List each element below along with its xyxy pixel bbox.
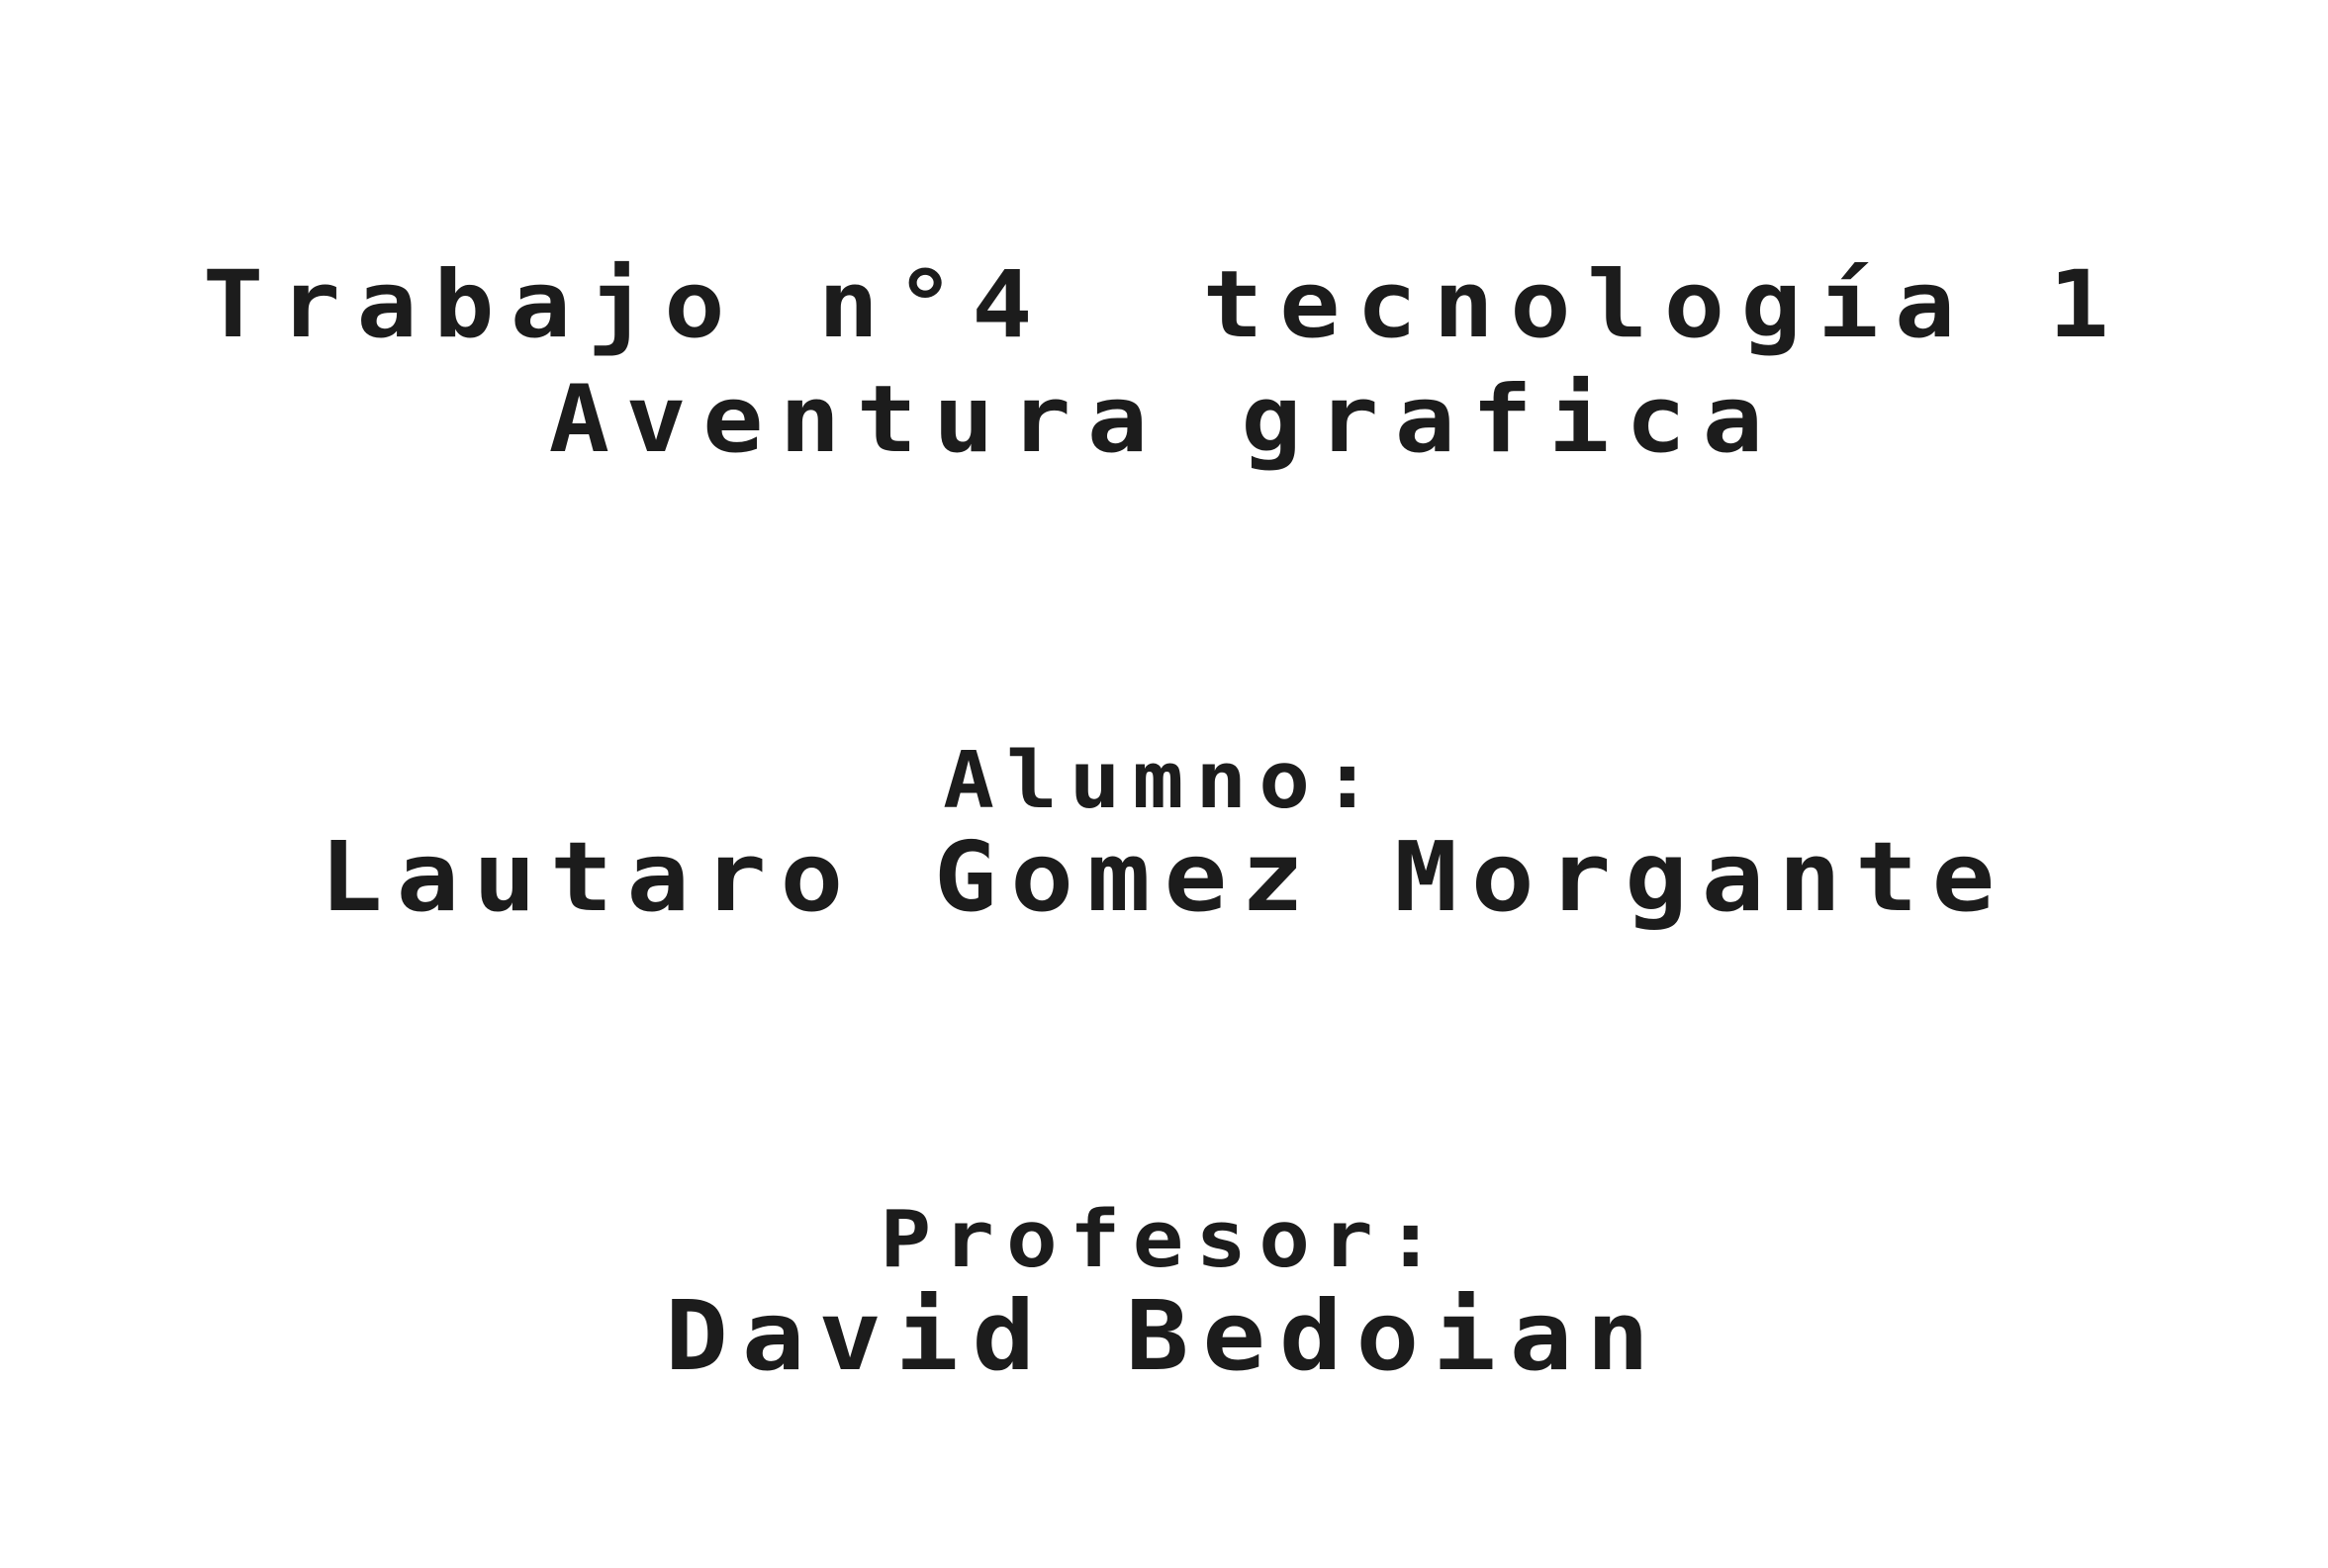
title-line-2: Aventura grafica	[548, 365, 1780, 475]
title-line-1: Trabajo n°4 tecnología 1	[202, 250, 2126, 360]
teacher-label: Profesor:	[880, 1194, 1448, 1286]
student-name: Lautaro Gomez Morgante	[319, 820, 2009, 933]
student-label: Alumno:	[943, 735, 1385, 827]
teacher-name: David Bedoian	[665, 1279, 1663, 1392]
